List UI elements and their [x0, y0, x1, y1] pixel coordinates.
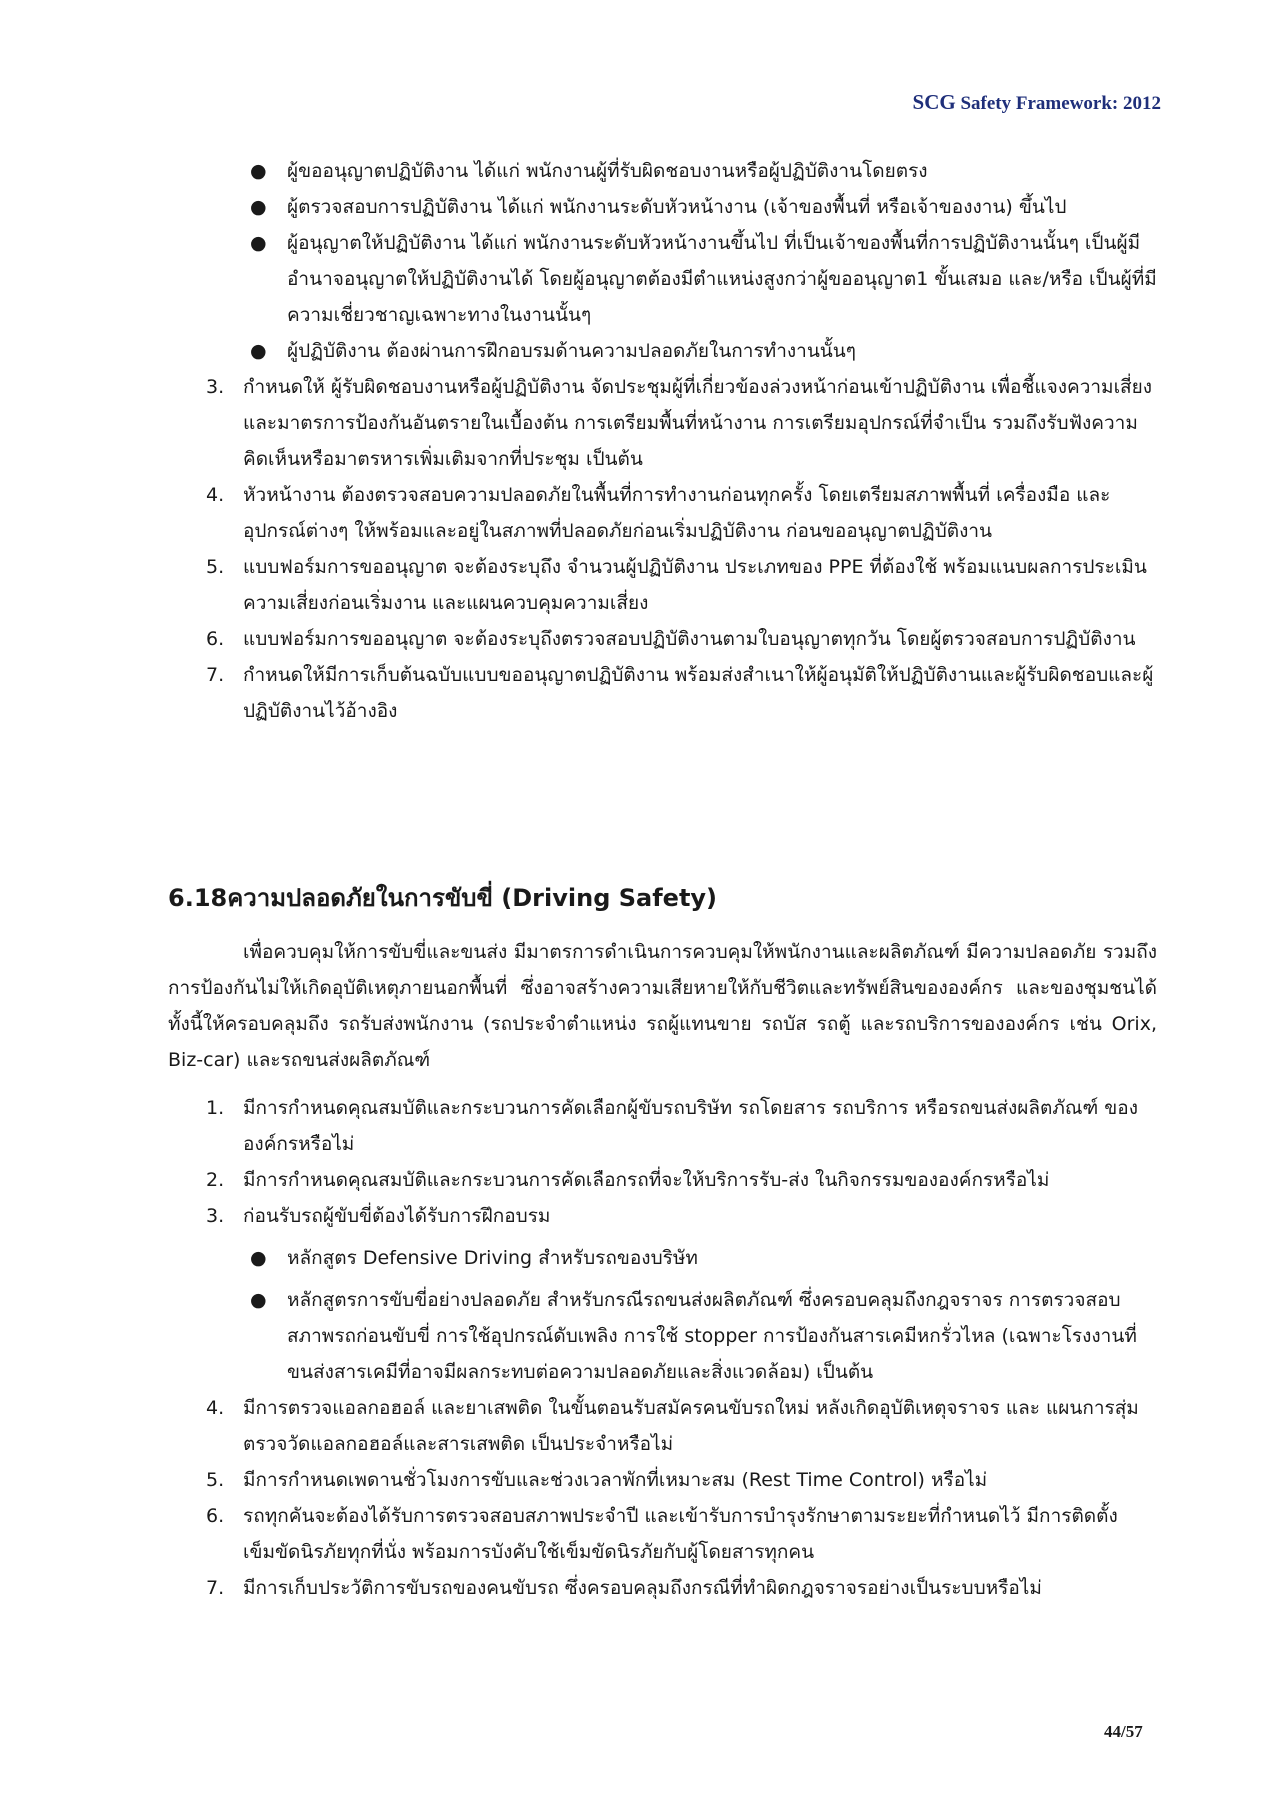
list-item: 3. ก่อนรับรถผู้ขับขี่ต้องได้รับการฝึกอบรม — [206, 1205, 551, 1227]
list-item: 2. มีการกำหนดคุณสมบัติและกระบวนการคัดเลือกรถที่จะให้บริการรับ-ส่ง ในกิจกรรมขององค์กรหรือไม่ — [206, 1169, 1050, 1191]
list-item: ● ผู้ปฏิบัติงาน ต้องผ่านการฝึกอบรมด้านความปลอดภัยในการทำงานนั้นๆ — [0, 333, 1157, 369]
section-paragraph: เพื่อควบคุมให้การขับขี่และขนส่ง มีมาตรการดำเนินการควบคุมให้พนักงานและผลิตภัณฑ์ มีความปลอดภัย รวมถึงการป้องกันไม่ให้เกิดอุบัติเหตุภายนอกพื้นที่ ซึ่งอาจสร้างความเสียหายให้กับชีวิตและทรัพย์สินขององค์กร และของชุมชนได้ ทั้งนี้ให้ครอบคลุมถึง รถรับส่งพนักงาน (รถประจำตำแหน่ง รถผู้แทนขาย รถบัส รถตู้ และรถบริการขององค์กร เช่น Orix, Biz-car) และรถขนส่งผลิตภัณฑ์ — [168, 941, 1157, 1071]
bullet-icon: ● — [250, 340, 267, 362]
list-item: 6. แบบฟอร์มการขออนุญาต จะต้องระบุถึงตรวจสอบปฏิบัติงานตามใบอนุญาตทุกวัน โดยผู้ตรวจสอบการปฏิบัติงาน — [206, 628, 1136, 650]
bullet-icon: ● — [250, 1289, 267, 1311]
sub-list-item: ● หลักสูตรการขับขี่อย่างปลอดภัย สำหรับกรณีรถขนส่งผลิตภัณฑ์ ซึ่งครอบคลุมถึงกฎจราจร การตรวจสอบสภาพรถก่อนขับขี่ การใช้อุปกรณ์ดับเพลิง การใช้ stopper การป้องกันสารเคมีหกรั่วไหล (เฉพาะโรงงานที่ขนส่งสารเคมีที่อาจมีผลกระทบต่อความปลอดภัยและสิ่งแวดล้อม) เป็นต้น — [0, 1282, 1157, 1390]
list-item: 5. มีการกำหนดเพดานชั่วโมงการขับและช่วงเวลาพักที่เหมาะสม (Rest Time Control) หรือไม่ — [206, 1469, 988, 1491]
list-item: ● ผู้ขออนุญาตปฏิบัติงาน ได้แก่ พนักงานผู้ที่รับผิดชอบงานหรือผู้ปฏิบัติงานโดยตรง — [0, 153, 1157, 189]
driving-list — [0, 1090, 1273, 1606]
list-item: 7. กำหนดให้มีการเก็บต้นฉบับแบบขออนุญาตปฏิบัติงาน พร้อมส่งสำเนาให้ผู้อนุมัติให้ปฏิบัติงานและผู้รับผิดชอบและผู้ปฏิบัติงานไว้อ้างอิง — [206, 664, 1154, 722]
bullet-icon: ● — [250, 1247, 267, 1269]
list-item: 4. มีการตรวจแอลกอฮอล์ และยาเสพติด ในขั้นตอนรับสมัครคนขับรถใหม่ หลังเกิดอุบัติเหตุจราจร และ แผนการสุ่มตรวจวัดแอลกอฮอล์และสารเสพติด เป็นประจำหรือไม่ — [206, 1397, 1139, 1455]
top-list — [0, 153, 1273, 729]
list-item: 3. กำหนดให้ ผู้รับผิดชอบงานหรือผู้ปฏิบัติงาน จัดประชุมผู้ที่เกี่ยวข้องล่วงหน้าก่อนเข้าปฏิบัติงาน เพื่อชี้แจงความเสี่ยง และมาตรการป้องกันอันตรายในเบื้องต้น การเตรียมพื้นที่หน้างาน การเตรียมอุปกรณ์ที่จำเป็น รวมถึงรับฟังความคิดเห็นหรือมาตรหารเพิ่มเติมจากที่ประชุม เป็นต้น — [206, 376, 1153, 470]
bullet-icon: ● — [250, 232, 267, 254]
bullet-icon: ● — [250, 196, 267, 218]
header-title: Safety Framework: 2012 — [960, 93, 1161, 114]
page-number: 44/57 — [1104, 1722, 1143, 1741]
list-item: ● ผู้ตรวจสอบการปฏิบัติงาน ได้แก่ พนักงานระดับหัวหน้างาน (เจ้าของพื้นที่ หรือเจ้าของงาน) ขึ้นไป — [0, 189, 1157, 225]
list-item: 4. หัวหน้างาน ต้องตรวจสอบความปลอดภัยในพื้นที่การทำงานก่อนทุกครั้ง โดยเตรียมสภาพพื้นที่ เครื่องมือ และอุปกรณ์ต่างๆ ให้พร้อมและอยู่ในสภาพที่ปลอดภัยก่อนเริ่มปฏิบัติงาน ก่อนขออนุญาตปฏิบัติงาน — [206, 484, 1111, 542]
list-item: 7. มีการเก็บประวัติการขับรถของคนขับรถ ซึ่งครอบคลุมถึงกรณีที่ทำผิดกฎจราจรอย่างเป็นระบบหรือไม่ — [206, 1577, 1042, 1599]
list-item: ● ผู้อนุญาตให้ปฏิบัติงาน ได้แก่ พนักงานระดับหัวหน้างานขึ้นไป ที่เป็นเจ้าของพื้นที่การปฏิบัติงานนั้นๆ เป็นผู้มีอำนาจอนุญาตให้ปฏิบัติงานได้ โดยผู้อนุญาตต้องมีตำแหน่งสูงกว่าผู้ขออนุญาต1 ขั้นเสมอ และ/หรือ เป็นผู้ที่มีความเชี่ยวชาญเฉพาะทางในงานนั้นๆ — [0, 225, 1157, 333]
list-item: 5. แบบฟอร์มการขออนุญาต จะต้องระบุถึง จำนวนผู้ปฏิบัติงาน ประเภทของ PPE ที่ต้องใช้ พร้อมแนบผลการประเมินความเสี่ยงก่อนเริ่มงาน และแผนควบคุมความเสี่ยง — [206, 556, 1147, 614]
bullet-icon: ● — [250, 160, 267, 182]
document-header — [913, 90, 1161, 115]
list-item: 1. มีการกำหนดคุณสมบัติและกระบวนการคัดเลือกผู้ขับรถบริษัท รถโดยสาร รถบริการ หรือรถขนส่งผลิตภัณฑ์ ขององค์กรหรือไม่ — [206, 1097, 1138, 1155]
section-heading: 6.18ความปลอดภัยในการขับขี่ (Driving Safety) — [168, 884, 718, 912]
list-item: 6. รถทุกคันจะต้องได้รับการตรวจสอบสภาพประจำปี และเข้ารับการบำรุงรักษาตามระยะที่กำหนดไว้ มีการติดตั้งเข็มขัดนิรภัยทุกที่นั่ง พร้อมการบังคับใช้เข็มขัดนิรภัยกับผู้โดยสารทุกคน — [206, 1505, 1118, 1563]
sub-list-item: ● หลักสูตร Defensive Driving สำหรับรถของบริษัท — [0, 1240, 1157, 1276]
header-brand: SCG — [912, 90, 956, 114]
